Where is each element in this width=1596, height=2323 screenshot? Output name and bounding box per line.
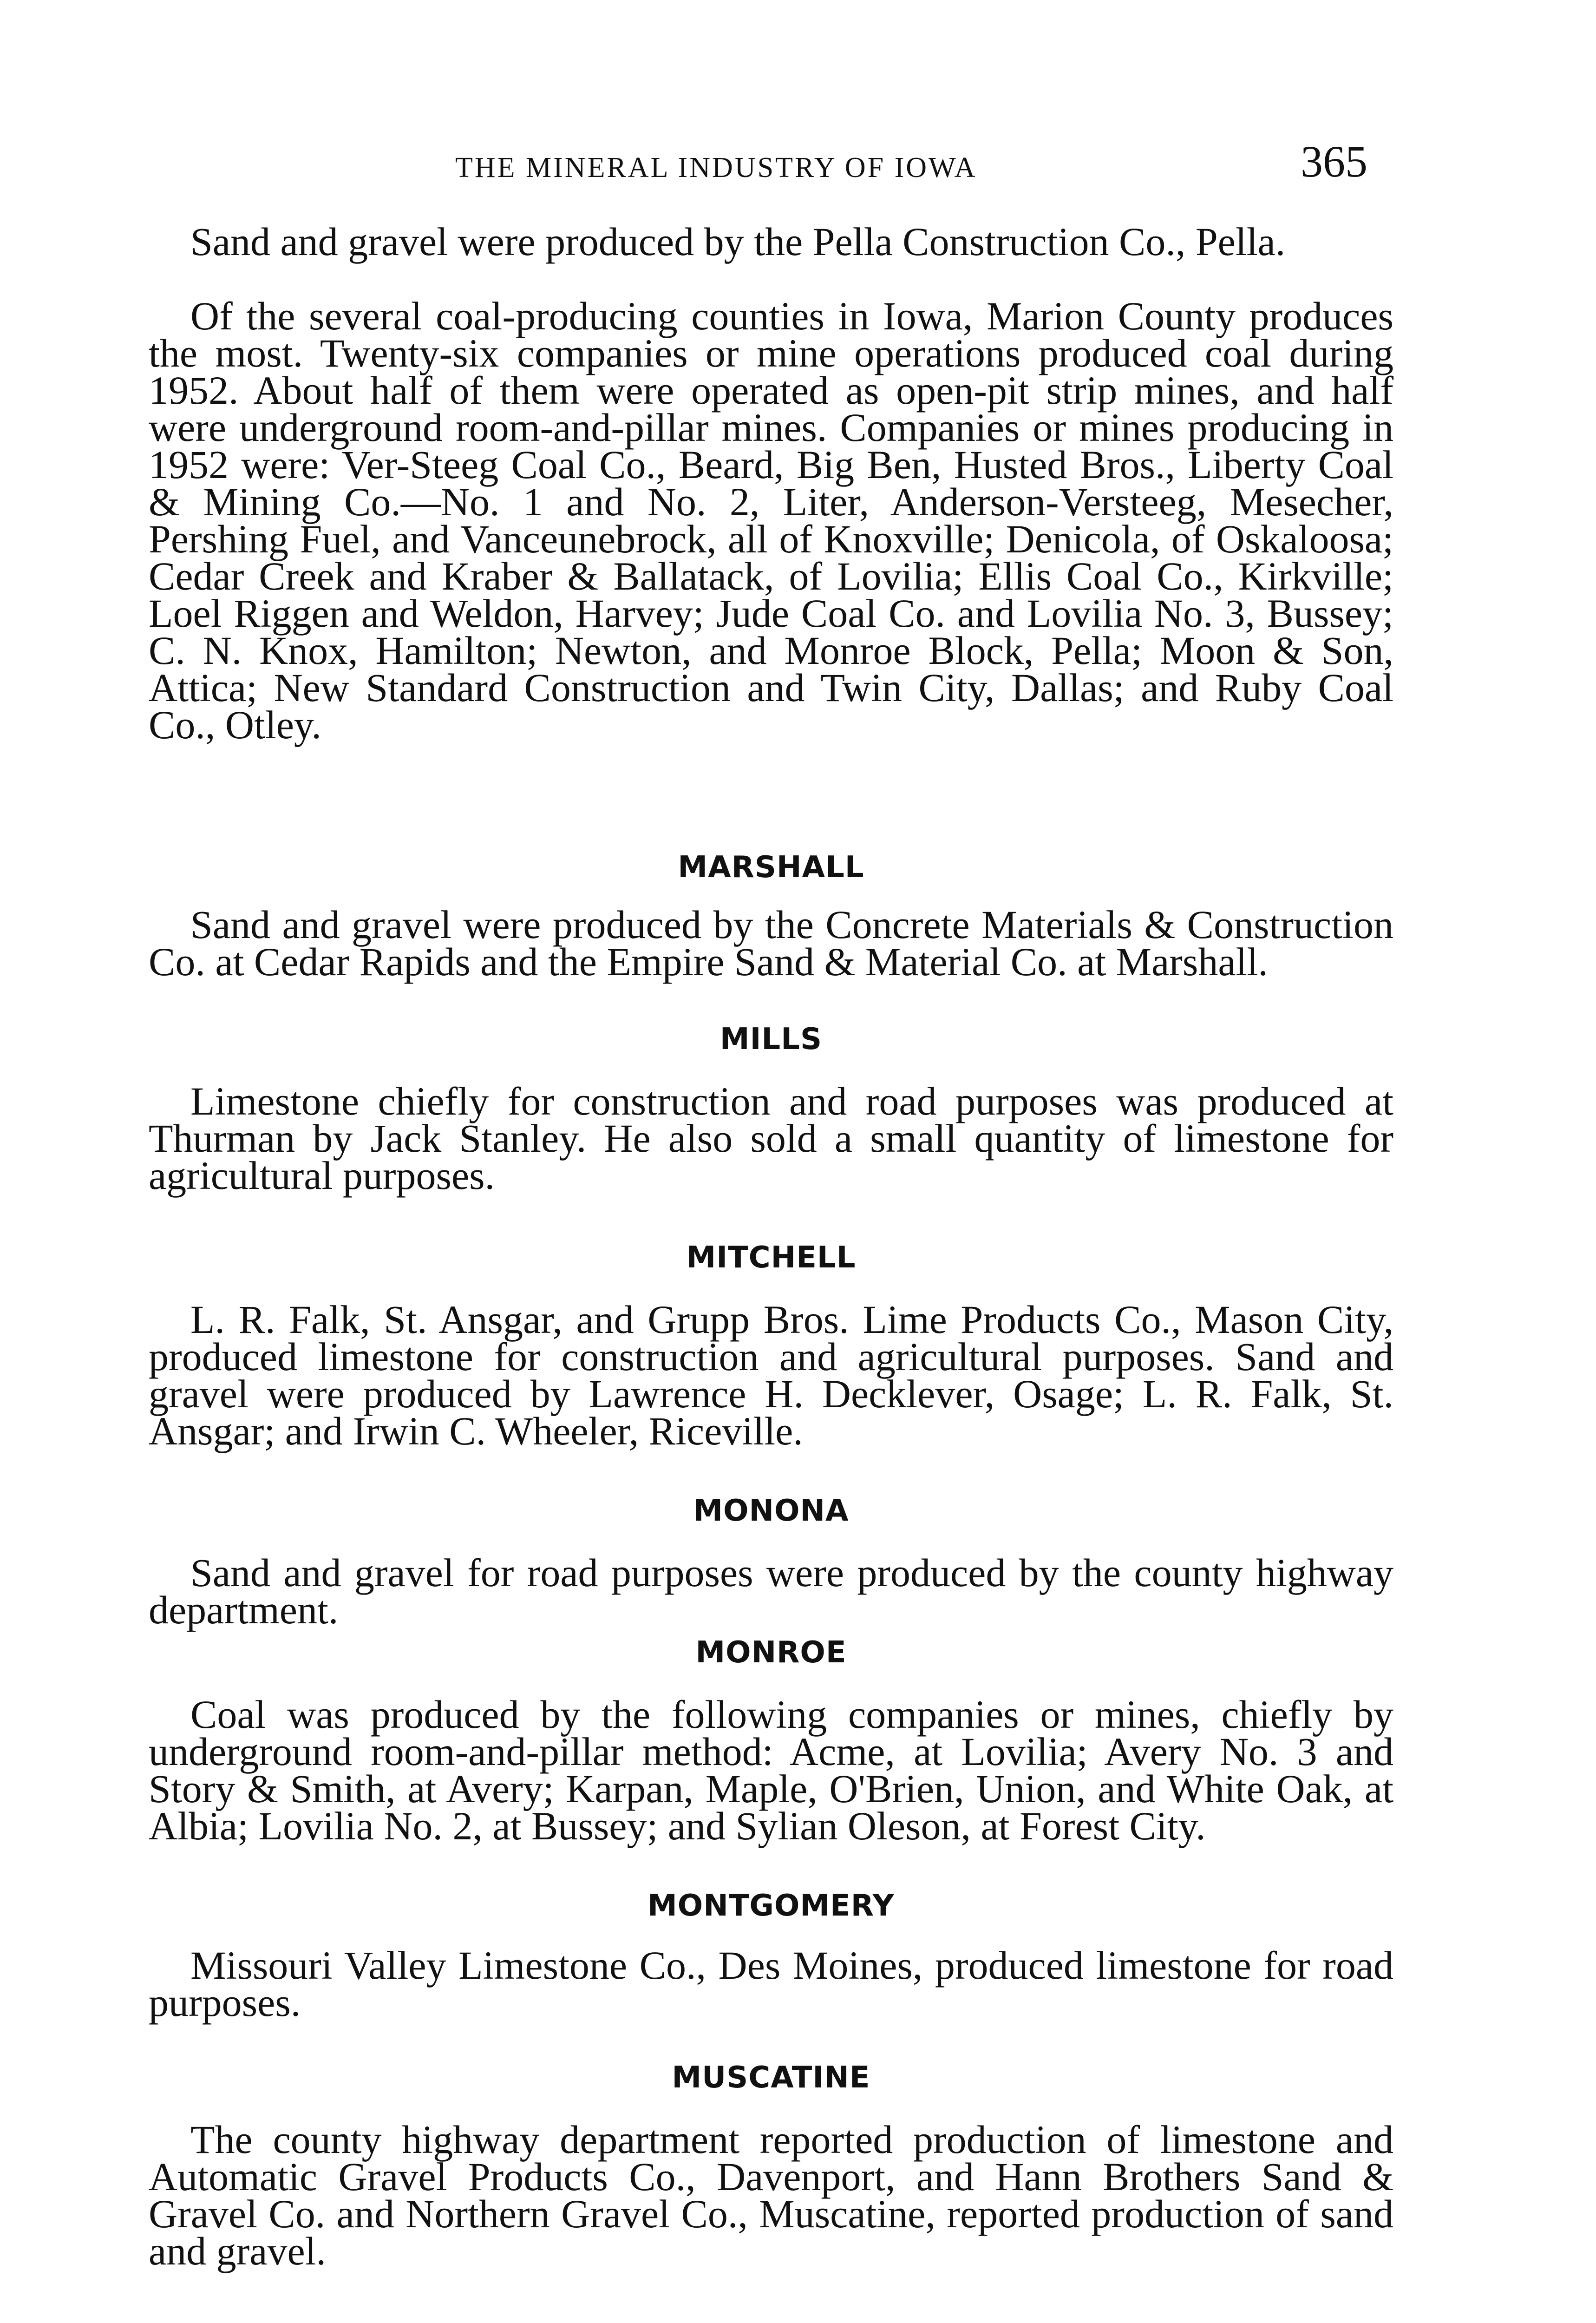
section-heading-monona: MONONA — [693, 1494, 849, 1528]
section-heading-mills: MILLS — [720, 1022, 823, 1057]
paragraph-muscatine: The county highway department reported production of limestone and Automatic Gravel Products Co., Davenport, and Hann Brothers Sand & Gravel Co. and Northern Gravel Co., Muscatine, reported production of sand and gravel. — [149, 2117, 1393, 2273]
page-number: 365 — [1301, 137, 1367, 186]
paragraph-marshall: Sand and gravel were produced by the Concrete Materials & Construction Co. at Cedar Rapids and the Empire Sand & Material Co. at Marshall. — [149, 902, 1393, 984]
running-title: THE MINERAL INDUSTRY OF IOWA — [455, 152, 977, 184]
paragraph-mitchell: L. R. Falk, St. Ansgar, and Grupp Bros. Lime Products Co., Mason City, produced limestone for construction and agricultural purposes. Sand and gravel were produced by Lawrence H. Decklever, Osage; L. R. Falk, St. Ansgar; and Irwin C. Wheeler, Riceville. — [149, 1297, 1393, 1453]
paragraph-marion-coal: Of the several coal-producing counties in Iowa, Marion County produces the most. Twenty-six companies or mine operations produced coal during 1952. About half of them were operated as open-pit strip mines, and half were underground room-and-pillar mines. Companies or mines producing in 1952 were: Ver-Steeg Coal Co., Beard, Big Ben, Husted Bros., Liberty Coal & Mining Co.—No. 1 and No. 2, Liter, Anderson-Versteeg, Mesecher, Pershing Fuel, and Vanceunebrock, all of Knoxville; Denicola, of Oskaloosa; Cedar Creek and Kraber & Ballatack, of Lovilia; Ellis Coal Co., Kirkville; Loel Riggen and Weldon, Harvey; Jude Coal Co. and Lovilia No. 3, Bussey; C. N. Knox, Hamilton; Newton, and Monroe Block, Pella; Moon & Son, Attica; New Standard Construction and Twin City, Dallas; and Ruby Coal Co., Otley. — [149, 294, 1393, 747]
section-heading-muscatine: MUSCATINE — [672, 2061, 870, 2095]
section-heading-mitchell: MITCHELL — [686, 1240, 856, 1275]
section-heading-marshall: MARSHALL — [678, 850, 864, 885]
section-heading-montgomery: MONTGOMERY — [648, 1889, 895, 1923]
section-heading-monroe: MONROE — [695, 1635, 847, 1670]
paragraph-pella-sand: Sand and gravel were produced by the Pella Construction Co., Pella. — [190, 219, 1286, 264]
paragraph-monroe: Coal was produced by the following companies or mines, chiefly by underground room-and-pillar method: Acme, at Lovilia; Avery No. 3 and Story & Smith, at Avery; Karpan, Maple, O'Brien, Union, and White Oak, at Albia; Lovilia No. 2, at Bussey; and Sylian Oleson, at Forest City. — [149, 1692, 1393, 1848]
paragraph-monona: Sand and gravel for road purposes were produced by the county highway department. — [149, 1550, 1393, 1632]
paragraph-mills: Limestone chiefly for construction and road purposes was produced at Thurman by Jack Stanley. He also sold a small quantity of limestone for agricultural purposes. — [149, 1079, 1393, 1198]
paragraph-montgomery: Missouri Valley Limestone Co., Des Moines, produced limestone for road purposes. — [149, 1943, 1393, 2025]
